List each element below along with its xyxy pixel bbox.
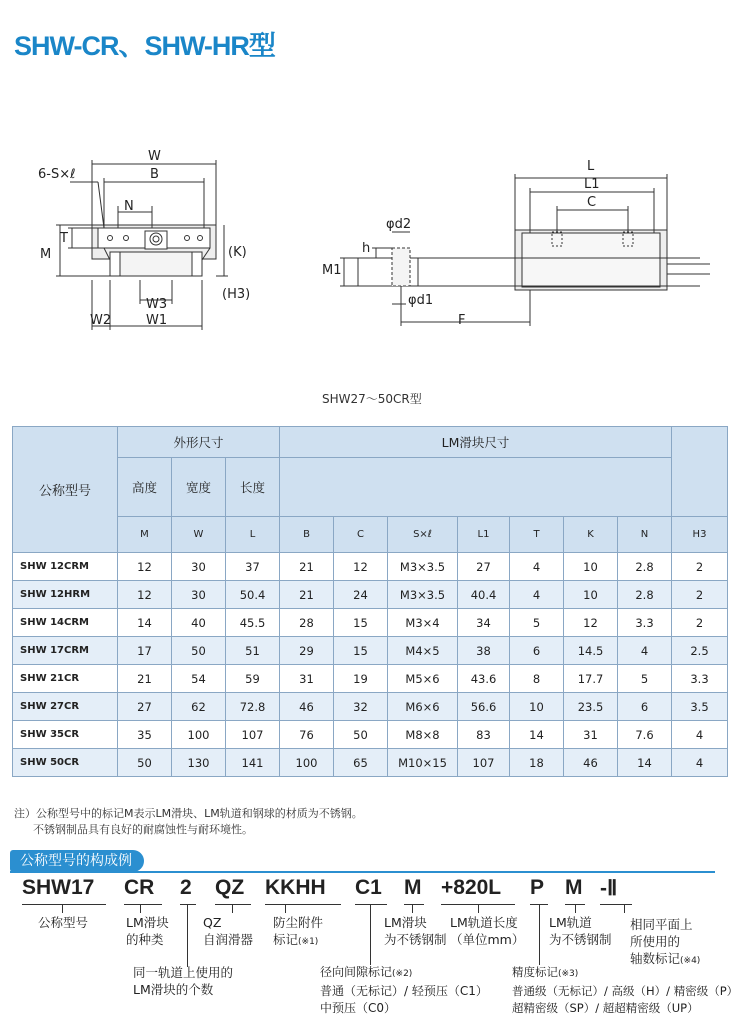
value-cell: 56.6	[458, 693, 510, 721]
note-line: 不锈钢制品具有良好的耐腐蚀性与耐环境性。	[33, 823, 253, 836]
value-cell: 54	[172, 665, 226, 693]
value-cell: 17.7	[564, 665, 618, 693]
value-cell: 14	[118, 609, 172, 637]
model-cell: SHW 12HRM	[13, 581, 118, 609]
code-token: KKHH	[265, 876, 326, 899]
value-cell: 76	[280, 721, 334, 749]
drawing-label: φd2	[386, 217, 412, 232]
token-underline	[404, 904, 424, 905]
model-cell: SHW 35CR	[13, 721, 118, 749]
value-cell: 14	[618, 749, 672, 777]
value-cell: 15	[334, 609, 388, 637]
value-cell: 4	[672, 721, 728, 749]
block-dim-header: LM滑块尺寸	[280, 427, 672, 458]
drawing-label: φd1	[408, 293, 434, 308]
value-cell: 3.3	[618, 609, 672, 637]
value-cell: 31	[564, 721, 618, 749]
value-cell: 21	[280, 581, 334, 609]
symbol-header: S×ℓ	[388, 517, 458, 553]
value-cell: 50	[334, 721, 388, 749]
value-cell: 21	[280, 553, 334, 581]
value-cell: 32	[334, 693, 388, 721]
symbol-header: B	[280, 517, 334, 553]
value-cell: 59	[226, 665, 280, 693]
code-token: SHW17	[22, 876, 95, 899]
value-cell: M6×6	[388, 693, 458, 721]
code-token: +820L	[441, 876, 502, 899]
value-cell: 24	[334, 581, 388, 609]
code-token: M	[404, 876, 422, 899]
value-cell: 62	[172, 693, 226, 721]
drawing-label: T	[60, 231, 68, 246]
code-token: CR	[124, 876, 155, 899]
drawing-caption: SHW27～50CR型	[322, 392, 422, 406]
code-token: P	[530, 876, 545, 899]
table-row	[13, 749, 728, 777]
example-heading: 公称型号的构成例	[10, 850, 144, 872]
leader-line	[539, 905, 540, 965]
leader-line	[575, 905, 576, 913]
dimension-drawing	[0, 140, 750, 340]
symbol-header: L	[226, 517, 280, 553]
desc-clearance: 径向间隙标记(※2) 普通（无标记）/ 轻预压（C1） 中预压（C0）	[320, 965, 488, 1015]
symbol-header: M	[118, 517, 172, 553]
side-view	[340, 174, 710, 326]
value-cell: 8	[510, 665, 564, 693]
symbol-header: W	[172, 517, 226, 553]
desc-dust: 防尘附件 标记(※1)	[273, 915, 324, 947]
value-cell: 28	[280, 609, 334, 637]
token-underline	[265, 904, 341, 905]
value-cell: 107	[226, 721, 280, 749]
code-token: C1	[355, 876, 382, 899]
table-row	[13, 637, 728, 665]
symbol-header: L1	[458, 517, 510, 553]
value-cell: 12	[334, 553, 388, 581]
value-cell: 3.3	[672, 665, 728, 693]
drawing-label: C	[587, 195, 597, 210]
value-cell: M3×4	[388, 609, 458, 637]
model-cell: SHW 17CRM	[13, 637, 118, 665]
leader-line	[62, 905, 63, 913]
value-cell: 43.6	[458, 665, 510, 693]
value-cell: 5	[618, 665, 672, 693]
note-line: 注）公称型号中的标记M表示LM滑块、LM轨道和钢球的材质为不锈钢。	[14, 807, 363, 820]
value-cell: 35	[118, 721, 172, 749]
symbol-header: N	[618, 517, 672, 553]
height-header: 高度	[118, 458, 172, 517]
value-cell: 14.5	[564, 637, 618, 665]
drawing-label: W	[148, 149, 161, 164]
value-cell: 2.5	[672, 637, 728, 665]
block-sub-spacer	[280, 458, 672, 517]
value-cell: 2	[672, 581, 728, 609]
value-cell: 23.5	[564, 693, 618, 721]
value-cell: M3×3.5	[388, 553, 458, 581]
value-cell: 2	[672, 553, 728, 581]
value-cell: 130	[172, 749, 226, 777]
value-cell: 18	[510, 749, 564, 777]
value-cell: 19	[334, 665, 388, 693]
value-cell: 2	[672, 609, 728, 637]
blank-header	[672, 427, 728, 517]
symbol-header: K	[564, 517, 618, 553]
value-cell: 15	[334, 637, 388, 665]
value-cell: 2.8	[618, 581, 672, 609]
value-cell: 29	[280, 637, 334, 665]
token-underline	[124, 904, 162, 905]
value-cell: 27	[458, 553, 510, 581]
value-cell: 141	[226, 749, 280, 777]
token-underline	[22, 904, 106, 905]
value-cell: M5×6	[388, 665, 458, 693]
code-token: 2	[180, 876, 192, 899]
drawing-label: W3	[146, 297, 168, 312]
value-cell: 3.5	[672, 693, 728, 721]
table-row	[13, 581, 728, 609]
value-cell: 40	[172, 609, 226, 637]
spec-table	[12, 426, 728, 777]
desc-count: 同一轨道上使用的 LM滑块的个数	[133, 965, 234, 997]
value-cell: 46	[280, 693, 334, 721]
value-cell: 65	[334, 749, 388, 777]
value-cell: 72.8	[226, 693, 280, 721]
value-cell: 31	[280, 665, 334, 693]
symbol-header: T	[510, 517, 564, 553]
leader-line	[140, 905, 141, 913]
desc-block-ss: LM滑块 为不锈钢制	[384, 915, 447, 947]
desc-qz: QZ 自润滑器	[203, 915, 254, 947]
value-cell: 50	[172, 637, 226, 665]
table-row	[13, 693, 728, 721]
code-token: M	[565, 876, 583, 899]
desc-rail-length: LM轨道长度 （单位mm）	[450, 915, 525, 947]
desc-axes: 相同平面上 所使用的 轴数标记(※4)	[630, 917, 701, 966]
drawing-label: (H3)	[222, 287, 251, 302]
value-cell: 10	[564, 553, 618, 581]
value-cell: 38	[458, 637, 510, 665]
value-cell: 14	[510, 721, 564, 749]
value-cell: 4	[510, 581, 564, 609]
value-cell: 10	[510, 693, 564, 721]
token-underline	[180, 904, 196, 905]
drawing-label: 6-S×ℓ	[38, 167, 76, 182]
desc-accuracy: 精度标记(※3) 普通级（无标记）/ 高级（H）/ 精密级（P） 超精密级（SP）/ 超超精密级（UP）	[512, 965, 739, 1015]
model-cell: SHW 27CR	[13, 693, 118, 721]
value-cell: 30	[172, 581, 226, 609]
value-cell: 40.4	[458, 581, 510, 609]
value-cell: 6	[510, 637, 564, 665]
symbol-header: H3	[672, 517, 728, 553]
drawing-label: h	[362, 241, 371, 256]
value-cell: 100	[280, 749, 334, 777]
leader-line	[370, 905, 371, 965]
value-cell: 5	[510, 609, 564, 637]
value-cell: 37	[226, 553, 280, 581]
leader-line	[232, 905, 233, 913]
table-notes	[14, 806, 363, 838]
token-underline	[355, 904, 387, 905]
drawing-label: L	[587, 159, 595, 174]
code-token: QZ	[215, 876, 245, 899]
front-view	[56, 160, 228, 330]
drawing-label: W1	[146, 313, 168, 328]
drawing-label: B	[150, 167, 159, 182]
value-cell: M10×15	[388, 749, 458, 777]
value-cell: 17	[118, 637, 172, 665]
value-cell: 100	[172, 721, 226, 749]
value-cell: 107	[458, 749, 510, 777]
value-cell: 4	[672, 749, 728, 777]
drawing-label: N	[124, 199, 134, 214]
code-token: -Ⅱ	[600, 877, 618, 900]
value-cell: 10	[564, 581, 618, 609]
value-cell: M4×5	[388, 637, 458, 665]
value-cell: 46	[564, 749, 618, 777]
page-title: SHW-CR、SHW-HR型	[14, 31, 275, 61]
value-cell: 4	[510, 553, 564, 581]
value-cell: 2.8	[618, 553, 672, 581]
value-cell: 12	[118, 581, 172, 609]
desc-model: 公称型号	[38, 915, 89, 930]
model-cell: SHW 14CRM	[13, 609, 118, 637]
value-cell: 12	[118, 553, 172, 581]
drawing-label: L1	[584, 177, 600, 192]
value-cell: 12	[564, 609, 618, 637]
width-header: 宽度	[172, 458, 226, 517]
leader-line	[412, 905, 413, 913]
value-cell: 34	[458, 609, 510, 637]
table-row	[13, 665, 728, 693]
token-underline	[600, 904, 632, 905]
drawing-label: M1	[322, 263, 342, 278]
value-cell: 30	[172, 553, 226, 581]
length-header: 长度	[226, 458, 280, 517]
value-cell: 50	[118, 749, 172, 777]
token-underline	[215, 904, 251, 905]
model-header: 公称型号	[13, 427, 118, 553]
model-cell: SHW 12CRM	[13, 553, 118, 581]
model-cell: SHW 50CR	[13, 749, 118, 777]
value-cell: 6	[618, 693, 672, 721]
leader-line	[285, 905, 286, 913]
symbol-header: C	[334, 517, 388, 553]
value-cell: M8×8	[388, 721, 458, 749]
table-row	[13, 609, 728, 637]
leader-line	[187, 905, 188, 967]
drawing-label: W2	[90, 313, 112, 328]
drawing-label: F	[458, 313, 466, 328]
value-cell: 7.6	[618, 721, 672, 749]
example-heading-bar	[10, 850, 715, 872]
desc-rail-ss: LM轨道 为不锈钢制	[549, 915, 612, 947]
outer-dim-header: 外形尺寸	[118, 427, 280, 458]
leader-line	[624, 905, 625, 913]
value-cell: 51	[226, 637, 280, 665]
value-cell: 27	[118, 693, 172, 721]
table-row	[13, 553, 728, 581]
value-cell: 21	[118, 665, 172, 693]
value-cell: 50.4	[226, 581, 280, 609]
value-cell: M3×3.5	[388, 581, 458, 609]
value-cell: 45.5	[226, 609, 280, 637]
value-cell: 83	[458, 721, 510, 749]
table-row	[13, 721, 728, 749]
drawing-label: (K)	[228, 245, 247, 260]
desc-block-type: LM滑块 的种类	[126, 915, 169, 947]
value-cell: 4	[618, 637, 672, 665]
drawing-label: M	[40, 247, 52, 262]
model-cell: SHW 21CR	[13, 665, 118, 693]
leader-line	[478, 905, 479, 913]
